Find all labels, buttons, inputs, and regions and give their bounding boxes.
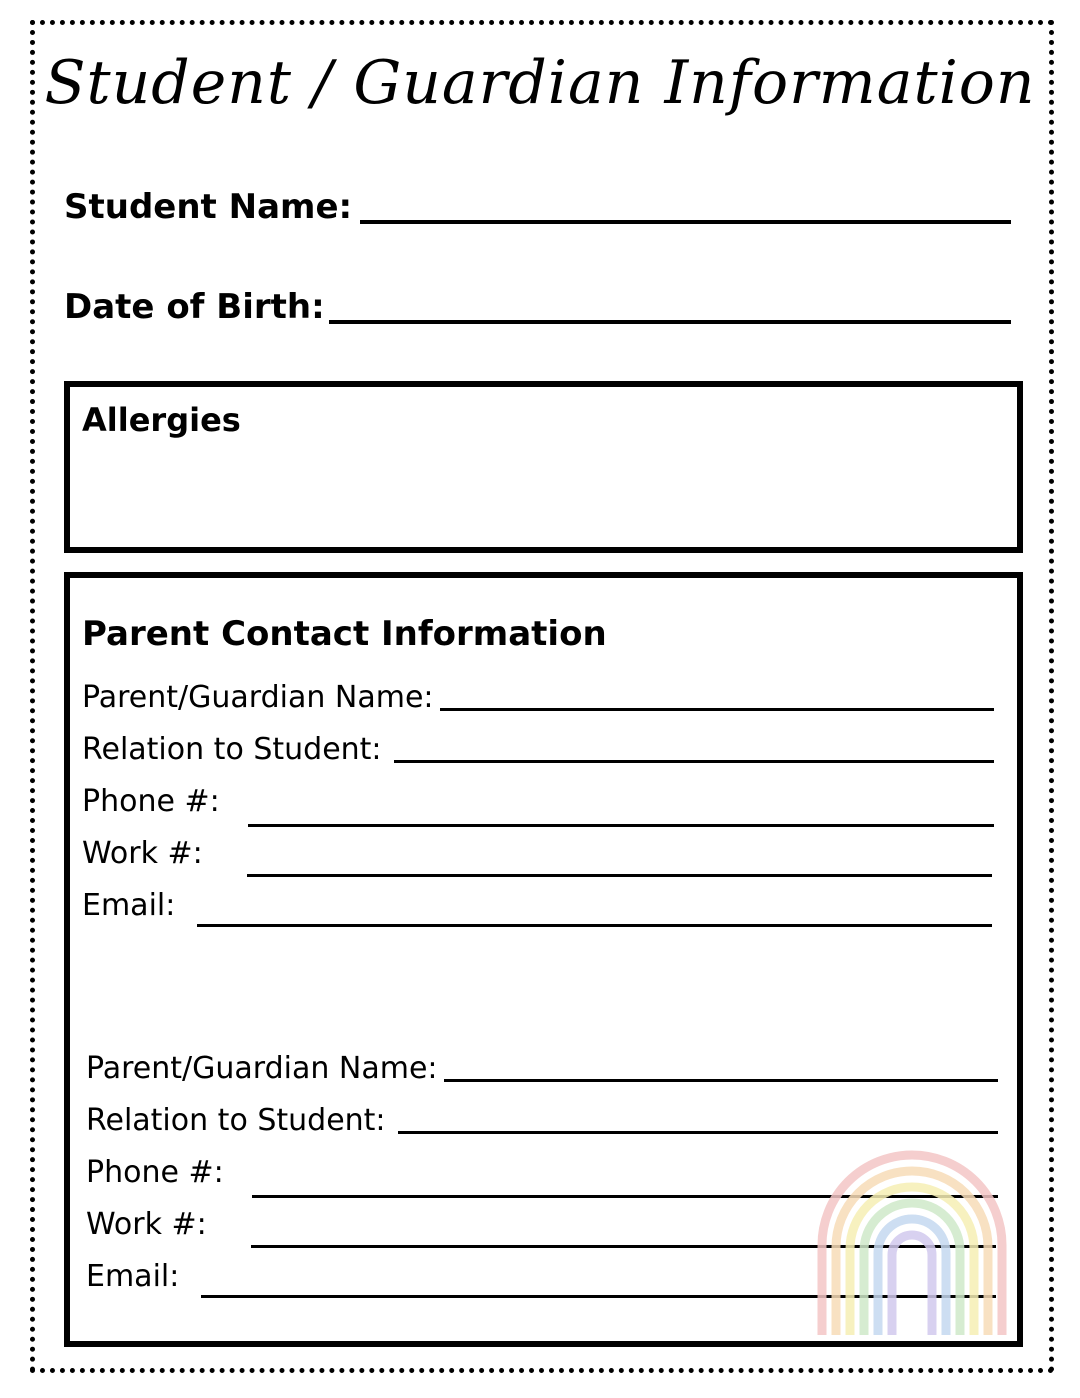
student-name-label: Student Name: <box>64 187 353 227</box>
allergies-box[interactable] <box>64 381 1023 553</box>
relation-line[interactable] <box>398 1131 998 1134</box>
rainbow-arc-3 <box>850 1187 974 1335</box>
student-name-line[interactable] <box>360 220 1011 224</box>
guardian-1-work-field[interactable] <box>82 836 992 871</box>
work-line[interactable] <box>247 874 992 877</box>
guardian-name-label: Parent/Guardian Name: <box>86 1051 438 1086</box>
guardian-1-relation-field[interactable] <box>82 732 994 767</box>
rainbow-icon <box>812 1150 1012 1335</box>
email-line[interactable] <box>197 924 992 927</box>
phone-line[interactable] <box>248 824 994 827</box>
guardian-name-line[interactable] <box>444 1079 998 1082</box>
guardian-2-relation-field[interactable] <box>86 1103 998 1138</box>
guardian-1-phone-field[interactable] <box>82 784 994 819</box>
work-label: Work #: <box>86 1207 207 1242</box>
date-of-birth-label: Date of Birth: <box>64 287 325 327</box>
guardian-name-label: Parent/Guardian Name: <box>82 680 434 715</box>
email-label: Email: <box>82 888 176 923</box>
guardian-name-line[interactable] <box>440 708 994 711</box>
relation-label: Relation to Student: <box>82 732 382 767</box>
relation-line[interactable] <box>394 760 994 763</box>
phone-label: Phone #: <box>82 784 220 819</box>
guardian-1-name-field[interactable] <box>82 680 994 715</box>
allergies-title: Allergies <box>82 401 241 439</box>
page-title: Student / Guardian Information <box>44 48 1036 118</box>
student-name-field[interactable] <box>64 187 1011 227</box>
work-label: Work #: <box>82 836 203 871</box>
rainbow-arc-2 <box>836 1171 988 1335</box>
parent-contact-title: Parent Contact Information <box>82 614 607 654</box>
phone-label: Phone #: <box>86 1155 224 1190</box>
date-of-birth-field[interactable] <box>64 287 1011 327</box>
guardian-1-email-field[interactable] <box>82 888 992 923</box>
date-of-birth-line[interactable] <box>329 320 1011 324</box>
relation-label: Relation to Student: <box>86 1103 386 1138</box>
email-label: Email: <box>86 1259 180 1294</box>
guardian-2-name-field[interactable] <box>86 1051 998 1086</box>
rainbow-arc-6 <box>892 1235 932 1335</box>
